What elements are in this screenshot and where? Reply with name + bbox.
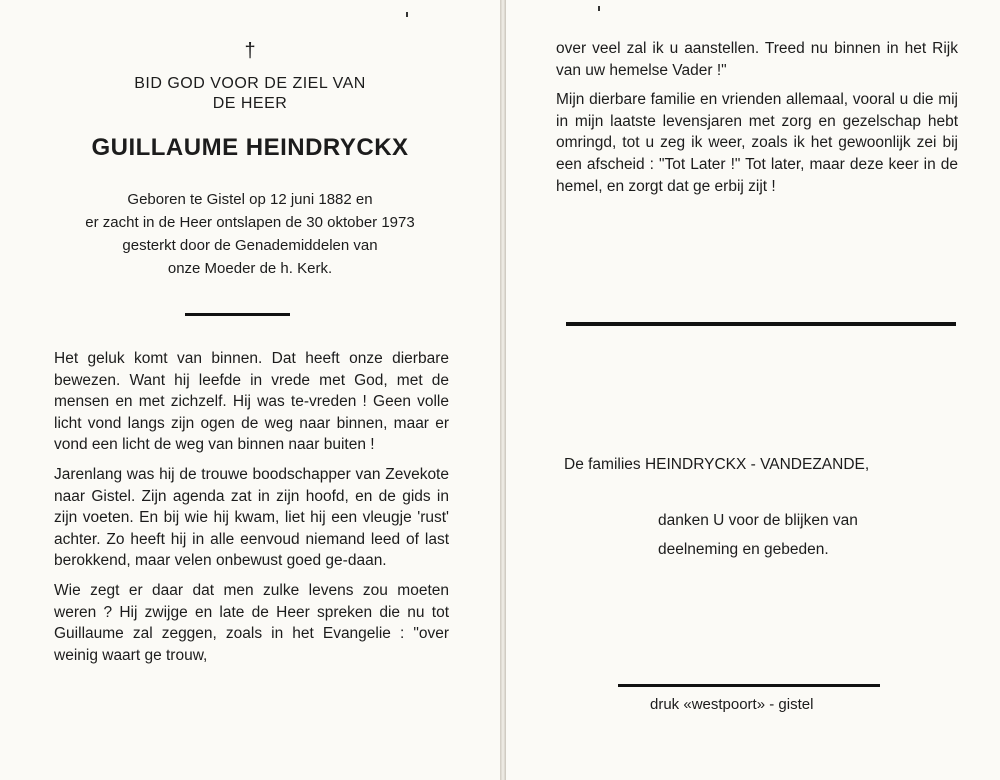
eulogy-paragraph: Het geluk komt van binnen. Dat heeft onze dierbare bewezen. Want hij leefde in vrede met God, met de mensen en met zichzelf. Hij was te-vreden ! Geen volle licht vond langs zijn ogen de weg naar binnen, maar er vond een licht de weg van binnen naar buiten ! xyxy=(54,350,449,454)
details-line: onze Moeder de h. Kerk. xyxy=(167,260,333,277)
intro-line: DE HEER xyxy=(212,95,288,112)
divider-rule xyxy=(618,684,880,687)
eulogy-paragraph: Jarenlang was hij de trouwe boodschapper van Zevekote naar Gistel. Zijn agenda zat in zijn hoofd, en de gids in zijn voeten. En bij wie hij kwam, liet hij een vleugje 'rust' achter. Zo heeft hij in alle eenvoud niemand leed of last berokkend, maar velen onbewust goed ge-daan. xyxy=(54,465,449,570)
eulogy-text xyxy=(54,348,449,674)
thanks-text xyxy=(658,506,858,564)
divider-rule xyxy=(566,322,956,326)
divider-rule xyxy=(185,313,290,316)
print-speck xyxy=(406,12,408,17)
deceased-name: GUILLAUME HEINDRYCKX xyxy=(91,134,409,161)
eulogy-continued xyxy=(556,38,958,205)
cross-symbol: † xyxy=(244,40,256,62)
thanks-line: danken U voor de blijken van xyxy=(658,512,858,529)
intro-text xyxy=(0,74,500,114)
eulogy-paragraph: Mijn dierbare familie en vrienden allemaal, vooral u die mij in mijn laatste levensjaren met zorg en gezelschap hebt omringd, tot u zeg ik weer, zoals ik het gewoonlijk zei bij een afscheid : "Tot Later !" Tot later, maar deze keer in de hemel, en zorgt dat ge erbij zijt ! xyxy=(556,91,958,195)
details-line: Geboren te Gistel op 12 juni 1882 en xyxy=(127,191,373,208)
printer-credit: druk «westpoort» - gistel xyxy=(650,696,814,713)
thanks-line: deelneming en gebeden. xyxy=(658,541,829,558)
families-line: De families HEINDRYCKX - VANDEZANDE, xyxy=(564,456,870,473)
print-speck xyxy=(598,6,600,11)
details-line: gesterkt door de Genademiddelen van xyxy=(122,237,378,254)
birth-death-details xyxy=(30,188,470,280)
intro-line: BID GOD VOOR DE ZIEL VAN xyxy=(134,75,366,92)
eulogy-paragraph: over veel zal ik u aanstellen. Treed nu binnen in het Rijk van uw hemelse Vader !" xyxy=(556,40,958,79)
details-line: er zacht in de Heer ontslapen de 30 oktober 1973 xyxy=(85,214,415,231)
eulogy-paragraph: Wie zegt er daar dat men zulke levens zou moeten weren ? Hij zwijge en late de Heer spreken die nu tot Guillaume zal zeggen, zoals in het Evangelie : "over weinig waart ge trouw, xyxy=(54,581,449,664)
